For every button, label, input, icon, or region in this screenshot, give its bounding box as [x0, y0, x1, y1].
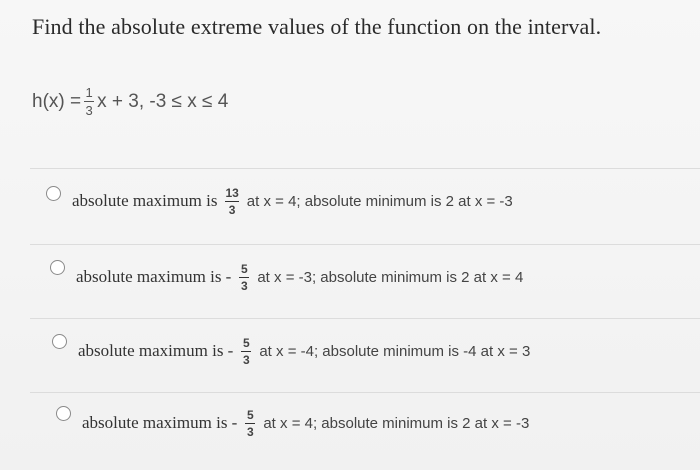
function-rhs: x + 3, -3 ≤ x ≤ 4	[97, 90, 229, 112]
fraction-numerator: 1	[85, 85, 93, 100]
function-lhs: h(x) =	[32, 90, 82, 112]
option-suffix: at x = -4; absolute minimum is -4 at x = 3	[259, 342, 531, 360]
option-prefix: absolute maximum is -	[82, 413, 238, 432]
option-prefix: absolute maximum is -	[78, 341, 234, 360]
function-definition	[32, 86, 228, 117]
option-prefix: absolute maximum is -	[76, 267, 232, 286]
radio-button-icon[interactable]	[50, 260, 65, 275]
fraction-denominator: 3	[85, 103, 93, 118]
fraction-numerator: 13	[225, 185, 239, 200]
option-4-text	[82, 400, 529, 446]
fraction-numerator: 5	[243, 335, 250, 350]
option-fraction	[239, 263, 249, 292]
option-divider	[30, 392, 700, 393]
function-fraction	[84, 86, 94, 117]
option-3-text	[78, 328, 530, 374]
fraction-denominator: 3	[243, 352, 250, 367]
answer-option-2[interactable]	[0, 246, 700, 318]
option-divider	[30, 318, 700, 319]
radio-button-icon[interactable]	[56, 406, 71, 421]
answer-option-3[interactable]	[0, 320, 700, 392]
option-prefix: absolute maximum is	[72, 191, 218, 210]
fraction-numerator: 5	[241, 261, 248, 276]
fraction-numerator: 5	[247, 407, 254, 422]
option-fraction	[245, 409, 255, 438]
fraction-denominator: 3	[228, 202, 236, 217]
question-text: Find the absolute extreme values of the function on the interval.	[32, 14, 602, 39]
fraction-denominator: 3	[241, 278, 248, 293]
option-fraction	[241, 337, 251, 366]
answer-option-1[interactable]	[0, 170, 700, 244]
option-2-text	[76, 254, 523, 300]
fraction-denominator: 3	[247, 424, 254, 439]
answer-option-4[interactable]	[0, 394, 700, 466]
radio-button-icon[interactable]	[46, 186, 61, 201]
option-suffix: at x = 4; absolute minimum is 2 at x = -3	[246, 192, 513, 210]
option-divider	[30, 244, 700, 245]
option-suffix: at x = -3; absolute minimum is 2 at x = 4	[257, 268, 524, 286]
option-1-text	[72, 178, 513, 224]
option-divider	[30, 168, 700, 169]
option-suffix: at x = 4; absolute minimum is 2 at x = -3	[263, 414, 530, 432]
radio-button-icon[interactable]	[52, 334, 67, 349]
option-fraction	[225, 187, 238, 216]
